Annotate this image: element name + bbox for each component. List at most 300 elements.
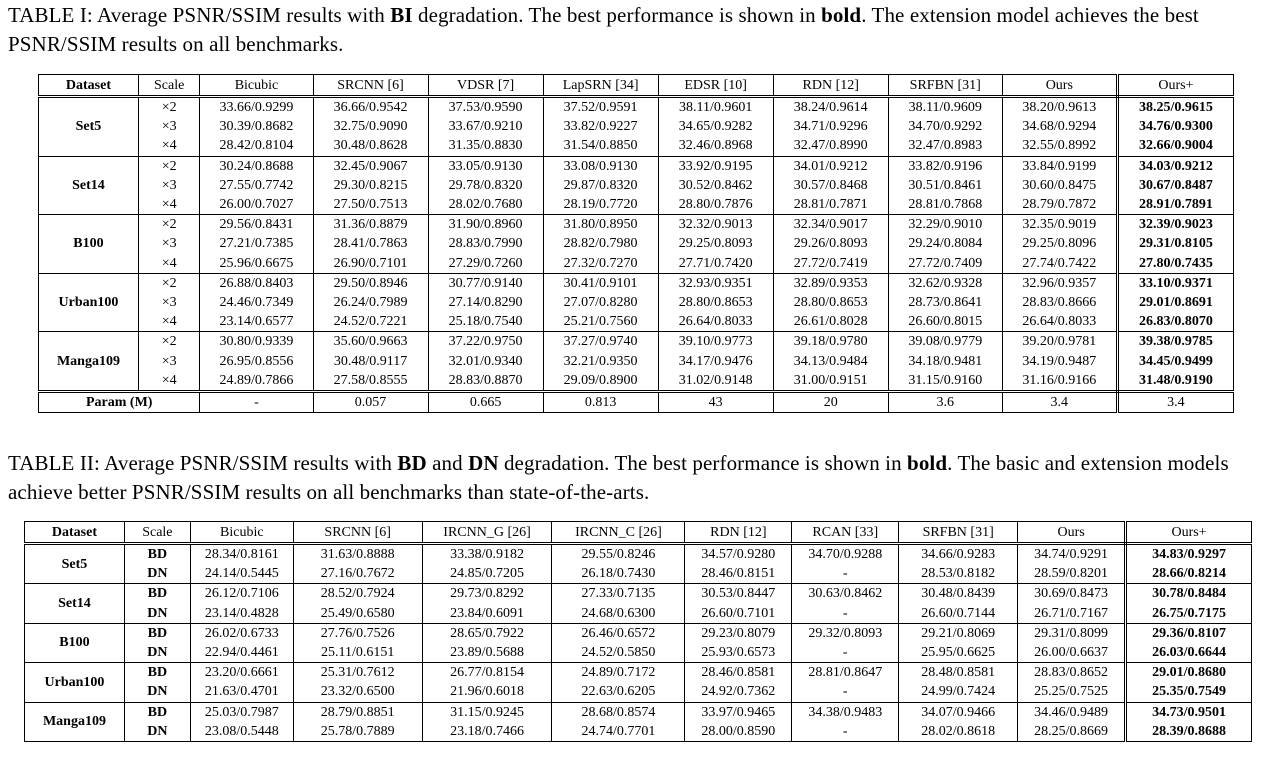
value-cell: 22.63/0.6205 (552, 682, 685, 702)
dataset-cell: Urban100 (39, 273, 139, 332)
table-row (39, 234, 1234, 253)
value-cell: 32.34/0.9017 (773, 215, 888, 235)
table-row (25, 544, 1252, 565)
param-value-cell: 3.4 (1117, 391, 1233, 412)
caption-text: . The basic and extension models achieve better PSNR/SSIM results on all benchmarks than state-of-the-arts. (8, 451, 1229, 504)
value-cell: 28.79/0.8851 (293, 702, 422, 722)
column-header: IRCNN_C [26] (552, 522, 685, 544)
value-cell: 37.27/0.9740 (543, 332, 658, 352)
column-header: SRFBN [31] (899, 522, 1018, 544)
value-cell: 29.26/0.8093 (773, 234, 888, 253)
value-cell: 30.53/0.8447 (685, 584, 792, 604)
value-cell: 33.10/0.9371 (1117, 273, 1233, 293)
value-cell: 26.00/0.6637 (1018, 643, 1126, 663)
value-cell: 27.76/0.7526 (293, 623, 422, 643)
value-cell: 30.69/0.8473 (1018, 584, 1126, 604)
value-cell: 30.48/0.8439 (899, 584, 1018, 604)
value-cell: 26.02/0.6733 (190, 623, 293, 643)
value-cell: 29.78/0.8320 (428, 176, 543, 195)
value-cell: 25.95/0.6625 (899, 643, 1018, 663)
value-cell: 27.72/0.7419 (773, 254, 888, 274)
column-header: Bicubic (190, 522, 293, 544)
value-cell: 34.83/0.9297 (1126, 544, 1252, 565)
value-cell: 23.32/0.6500 (293, 682, 422, 702)
value-cell: 28.02/0.8618 (899, 722, 1018, 742)
table-row (39, 312, 1234, 332)
value-cell: 28.39/0.8688 (1126, 722, 1252, 742)
value-cell: 37.52/0.9591 (543, 97, 658, 118)
value-cell: 27.71/0.7420 (658, 254, 773, 274)
param-value-cell: 43 (658, 391, 773, 412)
param-value-cell: 3.6 (888, 391, 1002, 412)
value-cell: 32.55/0.8992 (1002, 136, 1117, 156)
value-cell: 29.01/0.8691 (1117, 293, 1233, 312)
value-cell: 28.81/0.7871 (773, 195, 888, 215)
value-cell: 32.21/0.9350 (543, 351, 658, 370)
value-cell: 31.80/0.8950 (543, 215, 658, 235)
value-cell: 29.73/0.8292 (422, 584, 552, 604)
value-cell: 33.05/0.9130 (428, 156, 543, 176)
value-cell: 23.89/0.5688 (422, 643, 552, 663)
scale-cell: ×4 (138, 312, 200, 332)
column-header: Ours+ (1126, 522, 1252, 544)
value-cell: 25.21/0.7560 (543, 312, 658, 332)
value-cell: 26.60/0.8015 (888, 312, 1002, 332)
scale-cell: BD (124, 623, 190, 643)
value-cell: - (792, 564, 899, 584)
value-cell: 29.56/0.8431 (200, 215, 313, 235)
dataset-cell: B100 (39, 215, 139, 274)
param-value-cell: 20 (773, 391, 888, 412)
value-cell: 22.94/0.4461 (190, 643, 293, 663)
value-cell: 32.89/0.9353 (773, 273, 888, 293)
dataset-cell: Manga109 (25, 702, 125, 741)
value-cell: 26.88/0.8403 (200, 273, 313, 293)
value-cell: 39.20/0.9781 (1002, 332, 1117, 352)
value-cell: 30.52/0.8462 (658, 176, 773, 195)
table-row (39, 97, 1234, 118)
value-cell: 25.18/0.7540 (428, 312, 543, 332)
value-cell: 29.36/0.8107 (1126, 623, 1252, 643)
value-cell: 31.63/0.8888 (293, 544, 422, 565)
value-cell: 28.02/0.7680 (428, 195, 543, 215)
table-row (25, 604, 1252, 624)
value-cell: - (792, 722, 899, 742)
param-label: Param (M) (39, 391, 200, 412)
scale-cell: ×3 (138, 176, 200, 195)
param-row (39, 391, 1234, 412)
value-cell: 29.23/0.8079 (685, 623, 792, 643)
value-cell: 29.50/0.8946 (313, 273, 428, 293)
value-cell: 32.93/0.9351 (658, 273, 773, 293)
value-cell: 34.07/0.9466 (899, 702, 1018, 722)
caption-text: BD (397, 451, 427, 475)
value-cell: 32.75/0.9090 (313, 117, 428, 136)
scale-cell: BD (124, 663, 190, 683)
value-cell: 34.57/0.9280 (685, 544, 792, 565)
value-cell: 29.87/0.8320 (543, 176, 658, 195)
value-cell: 28.82/0.7980 (543, 234, 658, 253)
value-cell: 28.65/0.7922 (422, 623, 552, 643)
column-header: Dataset (25, 522, 125, 544)
table-row (39, 371, 1234, 392)
value-cell: 28.68/0.8574 (552, 702, 685, 722)
value-cell: 28.80/0.8653 (658, 293, 773, 312)
value-cell: 34.18/0.9481 (888, 351, 1002, 370)
table-2 (24, 521, 1252, 742)
column-header: RDN [12] (773, 75, 888, 97)
table-row (39, 176, 1234, 195)
column-header: SRFBN [31] (888, 75, 1002, 97)
value-cell: 27.07/0.8280 (543, 293, 658, 312)
value-cell: - (792, 604, 899, 624)
column-header: Bicubic (200, 75, 313, 97)
value-cell: 28.81/0.8647 (792, 663, 899, 683)
value-cell: - (792, 643, 899, 663)
caption-text: DN (468, 451, 499, 475)
value-cell: 24.74/0.7701 (552, 722, 685, 742)
header-row (39, 75, 1234, 97)
value-cell: 33.08/0.9130 (543, 156, 658, 176)
value-cell: 29.24/0.8084 (888, 234, 1002, 253)
value-cell: 33.82/0.9227 (543, 117, 658, 136)
value-cell: 34.17/0.9476 (658, 351, 773, 370)
caption-text: degradation. The best performance is shown in (498, 451, 908, 475)
column-header: RCAN [33] (792, 522, 899, 544)
value-cell: 28.80/0.7876 (658, 195, 773, 215)
value-cell: 27.21/0.7385 (200, 234, 313, 253)
value-cell: 34.70/0.9288 (792, 544, 899, 565)
value-cell: 24.89/0.7866 (200, 371, 313, 392)
value-cell: 26.03/0.6644 (1126, 643, 1252, 663)
caption-text: . The extension model achieves the best PSNR/SSIM results on all benchmarks. (8, 3, 1199, 56)
value-cell: 24.99/0.7424 (899, 682, 1018, 702)
value-cell: 24.92/0.7362 (685, 682, 792, 702)
value-cell: 29.32/0.8093 (792, 623, 899, 643)
value-cell: 31.02/0.9148 (658, 371, 773, 392)
value-cell: 28.73/0.8641 (888, 293, 1002, 312)
value-cell: 27.58/0.8555 (313, 371, 428, 392)
value-cell: 33.66/0.9299 (200, 97, 313, 118)
value-cell: 27.14/0.8290 (428, 293, 543, 312)
column-header: EDSR [10] (658, 75, 773, 97)
value-cell: 34.70/0.9292 (888, 117, 1002, 136)
value-cell: 32.35/0.9019 (1002, 215, 1117, 235)
value-cell: 34.74/0.9291 (1018, 544, 1126, 565)
table-row (25, 564, 1252, 584)
value-cell: 29.30/0.8215 (313, 176, 428, 195)
value-cell: 27.80/0.7435 (1117, 254, 1233, 274)
value-cell: 26.64/0.8033 (658, 312, 773, 332)
value-cell: 34.01/0.9212 (773, 156, 888, 176)
value-cell: 28.91/0.7891 (1117, 195, 1233, 215)
value-cell: 30.48/0.9117 (313, 351, 428, 370)
param-value-cell: 0.813 (543, 391, 658, 412)
scale-cell: ×4 (138, 136, 200, 156)
column-header: Scale (124, 522, 190, 544)
value-cell: 34.19/0.9487 (1002, 351, 1117, 370)
value-cell: 27.55/0.7742 (200, 176, 313, 195)
value-cell: 28.42/0.8104 (200, 136, 313, 156)
value-cell: 27.74/0.7422 (1002, 254, 1117, 274)
value-cell: 32.01/0.9340 (428, 351, 543, 370)
scale-cell: ×3 (138, 234, 200, 253)
value-cell: 28.66/0.8214 (1126, 564, 1252, 584)
value-cell: 23.14/0.4828 (190, 604, 293, 624)
value-cell: 28.00/0.8590 (685, 722, 792, 742)
value-cell: 28.52/0.7924 (293, 584, 422, 604)
table-row (25, 722, 1252, 742)
scale-cell: ×4 (138, 371, 200, 392)
dataset-cell: B100 (25, 623, 125, 662)
value-cell: 24.85/0.7205 (422, 564, 552, 584)
dataset-cell: Set5 (39, 97, 139, 157)
value-cell: 29.25/0.8093 (658, 234, 773, 253)
column-header: SRCNN [6] (313, 75, 428, 97)
value-cell: 28.83/0.8666 (1002, 293, 1117, 312)
value-cell: 26.75/0.7175 (1126, 604, 1252, 624)
value-cell: 31.35/0.8830 (428, 136, 543, 156)
scale-cell: ×2 (138, 215, 200, 235)
value-cell: 26.71/0.7167 (1018, 604, 1126, 624)
table-row (25, 584, 1252, 604)
table-row (39, 215, 1234, 235)
value-cell: 34.03/0.9212 (1117, 156, 1233, 176)
value-cell: 30.48/0.8628 (313, 136, 428, 156)
column-header: Scale (138, 75, 200, 97)
param-value-cell: 0.057 (313, 391, 428, 412)
scale-cell: ×2 (138, 332, 200, 352)
column-header: VDSR [7] (428, 75, 543, 97)
value-cell: 38.24/0.9614 (773, 97, 888, 118)
value-cell: 29.55/0.8246 (552, 544, 685, 565)
table-row (39, 332, 1234, 352)
scale-cell: ×4 (138, 195, 200, 215)
value-cell: 25.93/0.6573 (685, 643, 792, 663)
value-cell: 34.71/0.9296 (773, 117, 888, 136)
value-cell: 38.11/0.9609 (888, 97, 1002, 118)
value-cell: 28.46/0.8151 (685, 564, 792, 584)
value-cell: 34.46/0.9489 (1018, 702, 1126, 722)
value-cell: 21.96/0.6018 (422, 682, 552, 702)
value-cell: 39.10/0.9773 (658, 332, 773, 352)
caption-text: BI (390, 3, 413, 27)
value-cell: 26.83/0.8070 (1117, 312, 1233, 332)
column-header: RDN [12] (685, 522, 792, 544)
table-1-caption (8, 1, 1260, 59)
table-row (39, 156, 1234, 176)
caption-text: bold (907, 451, 948, 475)
caption-text: TABLE II: Average PSNR/SSIM results with (8, 451, 398, 475)
value-cell: 26.64/0.8033 (1002, 312, 1117, 332)
value-cell: 30.57/0.8468 (773, 176, 888, 195)
value-cell: 30.51/0.8461 (888, 176, 1002, 195)
scale-cell: ×3 (138, 117, 200, 136)
value-cell: 25.35/0.7549 (1126, 682, 1252, 702)
table-row (39, 136, 1234, 156)
value-cell: 28.48/0.8581 (899, 663, 1018, 683)
value-cell: 28.81/0.7868 (888, 195, 1002, 215)
value-cell: 25.78/0.7889 (293, 722, 422, 742)
scale-cell: ×4 (138, 254, 200, 274)
table-row (39, 254, 1234, 274)
dataset-cell: Set14 (25, 584, 125, 623)
value-cell: 28.80/0.8653 (773, 293, 888, 312)
value-cell: 32.96/0.9357 (1002, 273, 1117, 293)
value-cell: 21.63/0.4701 (190, 682, 293, 702)
value-cell: 27.16/0.7672 (293, 564, 422, 584)
value-cell: 34.38/0.9483 (792, 702, 899, 722)
column-header: IRCNN_G [26] (422, 522, 552, 544)
value-cell: 31.36/0.8879 (313, 215, 428, 235)
value-cell: 29.25/0.8096 (1002, 234, 1117, 253)
value-cell: 32.47/0.8990 (773, 136, 888, 156)
value-cell: 27.72/0.7409 (888, 254, 1002, 274)
value-cell: 23.18/0.7466 (422, 722, 552, 742)
value-cell: 28.59/0.8201 (1018, 564, 1126, 584)
header-row (25, 522, 1252, 544)
value-cell: 34.76/0.9300 (1117, 117, 1233, 136)
value-cell: 34.65/0.9282 (658, 117, 773, 136)
value-cell: 24.52/0.5850 (552, 643, 685, 663)
value-cell: 24.46/0.7349 (200, 293, 313, 312)
value-cell: 35.60/0.9663 (313, 332, 428, 352)
scale-cell: DN (124, 682, 190, 702)
value-cell: 24.89/0.7172 (552, 663, 685, 683)
caption-text: bold (821, 3, 862, 27)
value-cell: 23.14/0.6577 (200, 312, 313, 332)
value-cell: 29.31/0.8105 (1117, 234, 1233, 253)
table-row (25, 682, 1252, 702)
value-cell: 26.12/0.7106 (190, 584, 293, 604)
scale-cell: ×2 (138, 273, 200, 293)
value-cell: 26.60/0.7101 (685, 604, 792, 624)
value-cell: 31.15/0.9160 (888, 371, 1002, 392)
value-cell: 29.21/0.8069 (899, 623, 1018, 643)
column-header: SRCNN [6] (293, 522, 422, 544)
caption-text: TABLE I: Average PSNR/SSIM results with (8, 3, 391, 27)
caption-text: degradation. The best performance is shown in (412, 3, 822, 27)
value-cell: 34.73/0.9501 (1126, 702, 1252, 722)
value-cell: 30.63/0.8462 (792, 584, 899, 604)
value-cell: 24.52/0.7221 (313, 312, 428, 332)
value-cell: 25.96/0.6675 (200, 254, 313, 274)
value-cell: 30.24/0.8688 (200, 156, 313, 176)
value-cell: 38.25/0.9615 (1117, 97, 1233, 118)
table-row (39, 117, 1234, 136)
dataset-cell: Set14 (39, 156, 139, 215)
value-cell: 32.46/0.8968 (658, 136, 773, 156)
value-cell: 28.83/0.8870 (428, 371, 543, 392)
value-cell: 34.13/0.9484 (773, 351, 888, 370)
value-cell: 26.90/0.7101 (313, 254, 428, 274)
scale-cell: DN (124, 604, 190, 624)
value-cell: 27.33/0.7135 (552, 584, 685, 604)
value-cell: 32.66/0.9004 (1117, 136, 1233, 156)
caption-text: and (426, 451, 469, 475)
value-cell: 28.34/0.8161 (190, 544, 293, 565)
value-cell: 31.90/0.8960 (428, 215, 543, 235)
column-header: Ours (1002, 75, 1117, 97)
value-cell: 30.41/0.9101 (543, 273, 658, 293)
table-row (25, 702, 1252, 722)
column-header: Dataset (39, 75, 139, 97)
value-cell: 32.47/0.8983 (888, 136, 1002, 156)
table-2-caption (8, 449, 1260, 507)
column-header: LapSRN [34] (543, 75, 658, 97)
value-cell: 25.49/0.6580 (293, 604, 422, 624)
table-1 (38, 74, 1234, 413)
scale-cell: BD (124, 702, 190, 722)
column-header: Ours (1018, 522, 1126, 544)
value-cell: 23.20/0.6661 (190, 663, 293, 683)
value-cell: 26.95/0.8556 (200, 351, 313, 370)
value-cell: 28.79/0.7872 (1002, 195, 1117, 215)
value-cell: 25.03/0.7987 (190, 702, 293, 722)
value-cell: 34.68/0.9294 (1002, 117, 1117, 136)
value-cell: 30.80/0.9339 (200, 332, 313, 352)
scale-cell: ×3 (138, 293, 200, 312)
value-cell: 28.46/0.8581 (685, 663, 792, 683)
scale-cell: DN (124, 564, 190, 584)
dataset-cell: Set5 (25, 544, 125, 584)
value-cell: 26.24/0.7989 (313, 293, 428, 312)
value-cell: 31.16/0.9166 (1002, 371, 1117, 392)
value-cell: 39.08/0.9779 (888, 332, 1002, 352)
column-header: Ours+ (1117, 75, 1233, 97)
value-cell: 27.29/0.7260 (428, 254, 543, 274)
table-row (25, 663, 1252, 683)
value-cell: 38.11/0.9601 (658, 97, 773, 118)
value-cell: 28.83/0.8652 (1018, 663, 1126, 683)
value-cell: 29.31/0.8099 (1018, 623, 1126, 643)
value-cell: 28.53/0.8182 (899, 564, 1018, 584)
value-cell: 25.25/0.7525 (1018, 682, 1126, 702)
scale-cell: DN (124, 722, 190, 742)
scale-cell: BD (124, 544, 190, 565)
value-cell: 30.78/0.8484 (1126, 584, 1252, 604)
value-cell: 28.83/0.7990 (428, 234, 543, 253)
value-cell: 28.41/0.7863 (313, 234, 428, 253)
table-row (39, 351, 1234, 370)
value-cell: 32.45/0.9067 (313, 156, 428, 176)
value-cell: 30.67/0.8487 (1117, 176, 1233, 195)
scale-cell: ×2 (138, 156, 200, 176)
value-cell: 39.38/0.9785 (1117, 332, 1233, 352)
dataset-cell: Urban100 (25, 663, 125, 702)
param-value-cell: 0.665 (428, 391, 543, 412)
value-cell: 33.67/0.9210 (428, 117, 543, 136)
value-cell: 25.11/0.6151 (293, 643, 422, 663)
value-cell: 26.61/0.8028 (773, 312, 888, 332)
value-cell: 32.39/0.9023 (1117, 215, 1233, 235)
value-cell: 26.77/0.8154 (422, 663, 552, 683)
value-cell: 32.32/0.9013 (658, 215, 773, 235)
value-cell: 26.60/0.7144 (899, 604, 1018, 624)
table-row (39, 195, 1234, 215)
scale-cell: ×2 (138, 97, 200, 118)
value-cell: 37.22/0.9750 (428, 332, 543, 352)
param-value-cell: 3.4 (1002, 391, 1117, 412)
value-cell: 26.46/0.6572 (552, 623, 685, 643)
dataset-cell: Manga109 (39, 332, 139, 392)
value-cell: 39.18/0.9780 (773, 332, 888, 352)
table-row (39, 293, 1234, 312)
value-cell: - (792, 682, 899, 702)
value-cell: 36.66/0.9542 (313, 97, 428, 118)
value-cell: 38.20/0.9613 (1002, 97, 1117, 118)
value-cell: 23.08/0.5448 (190, 722, 293, 742)
